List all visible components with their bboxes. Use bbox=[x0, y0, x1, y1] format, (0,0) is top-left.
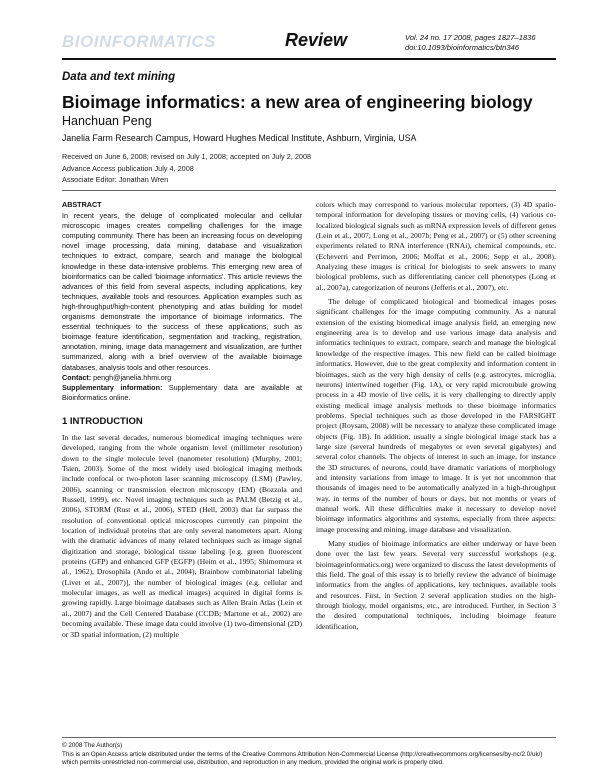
journal-name: BIOINFORMATICS bbox=[62, 32, 217, 51]
publication-dates bbox=[62, 151, 311, 186]
abstract-heading: ABSTRACT bbox=[62, 200, 102, 209]
license-footer bbox=[62, 742, 556, 768]
abstract-text: In recent years, the deluge of complicated molecular and cellular microscopic images creates compelling challenges for the image computing community. There has been an increasing focus on developing novel image processing, data mining, database and visualization techniques to extract, compare, search and manage the biological knowledge in these data-intensive problems. This emerging new area of bioinformatics can be called 'bioimage informatics'. This article reviews the advances of this field from several aspects, including applications, key techniques, available tools and resources. Application examples such as high-throughput/high-content phenotyping and atlas building for model organisms demonstrate the importance of bioimage informatics. The essential techniques to the success of these applications, such as bioimage feature identification, segmentation and tracking, registration, annotation, mining, image data management and visualization, are further summarized, along with a brief overview of the available bioimage databases, analysis tools and other resources. bbox=[62, 211, 302, 372]
license-text: This is an Open Access article distributed under the terms of the Creative Commons Attribution Non-Commercial License (http://creativecommons.org/licenses/by-nc/2.0/uk/) which permits unrestricted non-commercial use, distribution, and reproduction in any medium, provided the original work is properly cited. bbox=[62, 750, 543, 766]
citation-volume: Vol. 24 no. 17 2008, pages 1827–1836 bbox=[405, 33, 536, 42]
body-paragraph-1: colors which may correspond to various molecular reporters, (3) 4D spatio-temporal information for developing tissues or moving cells, (4) various co-localized biological signals such as mRNA expression levels of different genes (Lein et al., 2007; Long et al., 2007b; Peng et al., 2007) or (5) other screening experiments related to RNA interference (RNAi), chemical compounds, etc. (Echeverri and Perrimon, 2006; Moffat et al., 2006; Sepp et al., 2008). Analyzing these images is critical for biologists to seek answers to many biological problems, such as differentiating cancer cell phenotypes (Long et al., 2007a), categorization of neurons (Jefferis et al., 2007), etc. bbox=[316, 200, 556, 292]
copyright-notice: © 2008 The Author(s) bbox=[62, 742, 123, 749]
supplementary-line bbox=[62, 383, 302, 403]
body-paragraph-3: Many studies of bioimage informatics are either underway or have been done over the last few years. Several very successful workshops (e.g. bioimageinformatics.org) were organized to discuss the latest developments of this field. The goal of this essay is to briefly review the advance of bioimage informatics from the angles of applications, key techniques, available tools and resources. First, in Section 2 several application studies on the high-through biology, model organisms, etc., are introduced. Further, in Section 3 the desired computational techniques, including bioimage feature identification, bbox=[316, 539, 556, 631]
body-paragraph-2: The deluge of complicated biological and biomedical images poses significant challenges for the image computing community. As a natural extension of the existing biomedical image analysis field, an emerging new engineering area is to develop and use various image data analysis and informatics techniques to extract, compare, search and manage the biological knowledge of the respective images. This new field can be called bioimage informatics. However, due to the great complexity and information content in bioimages, such as the very high density of cells (e.g. astrocytes, microglia, neurons) intertwined together (Fig. 1A), or very rapid microtubule growing process in a 4D movie of live cells, it is very challenging to directly apply existing medical image analysis methods to these bioimage informatics problems. Special techniques such as those developed in the FARSIGHT project (Roysam, 2008) will be necessary to analyze these complicated image objects (Fig. 1B). In addition, usually a single biological image stack has a large size (several hundreds of megabytes or even several gigabytes) and several color channels. The objects of interest in such an image, for instance the 3D structures of neurons, could have dramatic variations of morphology and intensity variations from image to image. It is yet not uncommon that thousands of images need to be automatically analyzed in a high-throughput way, in terms of the number of hours or days, but not months or years of manual work. All these difficulties make it necessary to develop novel bioimage informatics algorithms and systems, especially from three aspects: image processing and mining, image database and visualization. bbox=[316, 297, 556, 534]
header-rule bbox=[62, 58, 556, 60]
citation-info bbox=[405, 33, 536, 53]
footer-rule bbox=[62, 737, 556, 738]
section-rule bbox=[62, 190, 556, 191]
article-title: Bioimage informatics: a new area of engineering biology bbox=[62, 92, 533, 112]
article-category: Data and text mining bbox=[62, 71, 176, 83]
supplementary-text: Supplementary data are available at Bioinformatics online. bbox=[62, 382, 303, 402]
left-column bbox=[62, 200, 302, 640]
introduction-text: In the last several decades, numerous biomedical imaging techniques were developed, ranging from the whole organism level (millimeter resolution) down to the single molecule level (nanometer resolution) (Murphy, 2001; Tsien, 2003). Some of the most widely used biological imaging methods include confocal or two-photon laser scanning microscopy (LSM) (Pawley, 2006), scanning or transmission electron microscopy (EM) (Bozzola and Russell, 1999), etc. Novel imaging techniques such as PALM (Betzig et al., 2006), STORM (Rust et al., 2006), STED (Hell, 2003) that far surpass the resolution of conventional optical microscopes currently can pinpoint the location of individual proteins that are only several nanometers apart. Along with the dramatic advances of many related techniques such as image signal digitization and storage, biological tissue labeling [e.g. green fluorescent proteins (GFP) and enhanced GFP (EGFP) (Heim et al., 1995; Shimomura et al., 1962), Drosophila (Ando et al., 2004), Brainbow combinatorial labeling (Livet et al., 2007)], the number of biological images (e.g. cellular and molecular images, as well as medical images) acquired in digital forms is growing rapidly. Large bioimage databases such as Allen Brain Atlas (Lein et al., 2007) and the Cell Centered Database (CCDB; Martone et al., 2002) are becoming available. These image data could involve (1) two-dimensional (2D) or 3D spatial information, (2) multiple bbox=[62, 432, 302, 639]
introduction-heading: 1 INTRODUCTION bbox=[62, 415, 143, 427]
contact-line bbox=[62, 373, 302, 383]
author-affiliation: Janelia Farm Research Campus, Howard Hughes Medical Institute, Ashburn, Virginia, USA bbox=[62, 133, 417, 143]
received-dates: Received on June 6, 2008; revised on July 1, 2008; accepted on July 2, 2008 bbox=[62, 152, 312, 161]
contact-email[interactable]: pengh@janelia.hhmi.org bbox=[93, 372, 172, 382]
advance-access: Advance Access publication July 4, 2008 bbox=[62, 163, 194, 173]
right-column bbox=[316, 200, 556, 632]
article-type: Review bbox=[285, 30, 348, 50]
supplementary-label: Supplementary information: bbox=[62, 382, 163, 392]
citation-doi: doi:10.1093/bioinformatics/btn346 bbox=[405, 43, 519, 52]
associate-editor: Associate Editor: Jonathan Wren bbox=[62, 175, 169, 184]
contact-label: Contact: bbox=[62, 372, 92, 382]
author-name: Hanchuan Peng bbox=[62, 114, 152, 128]
